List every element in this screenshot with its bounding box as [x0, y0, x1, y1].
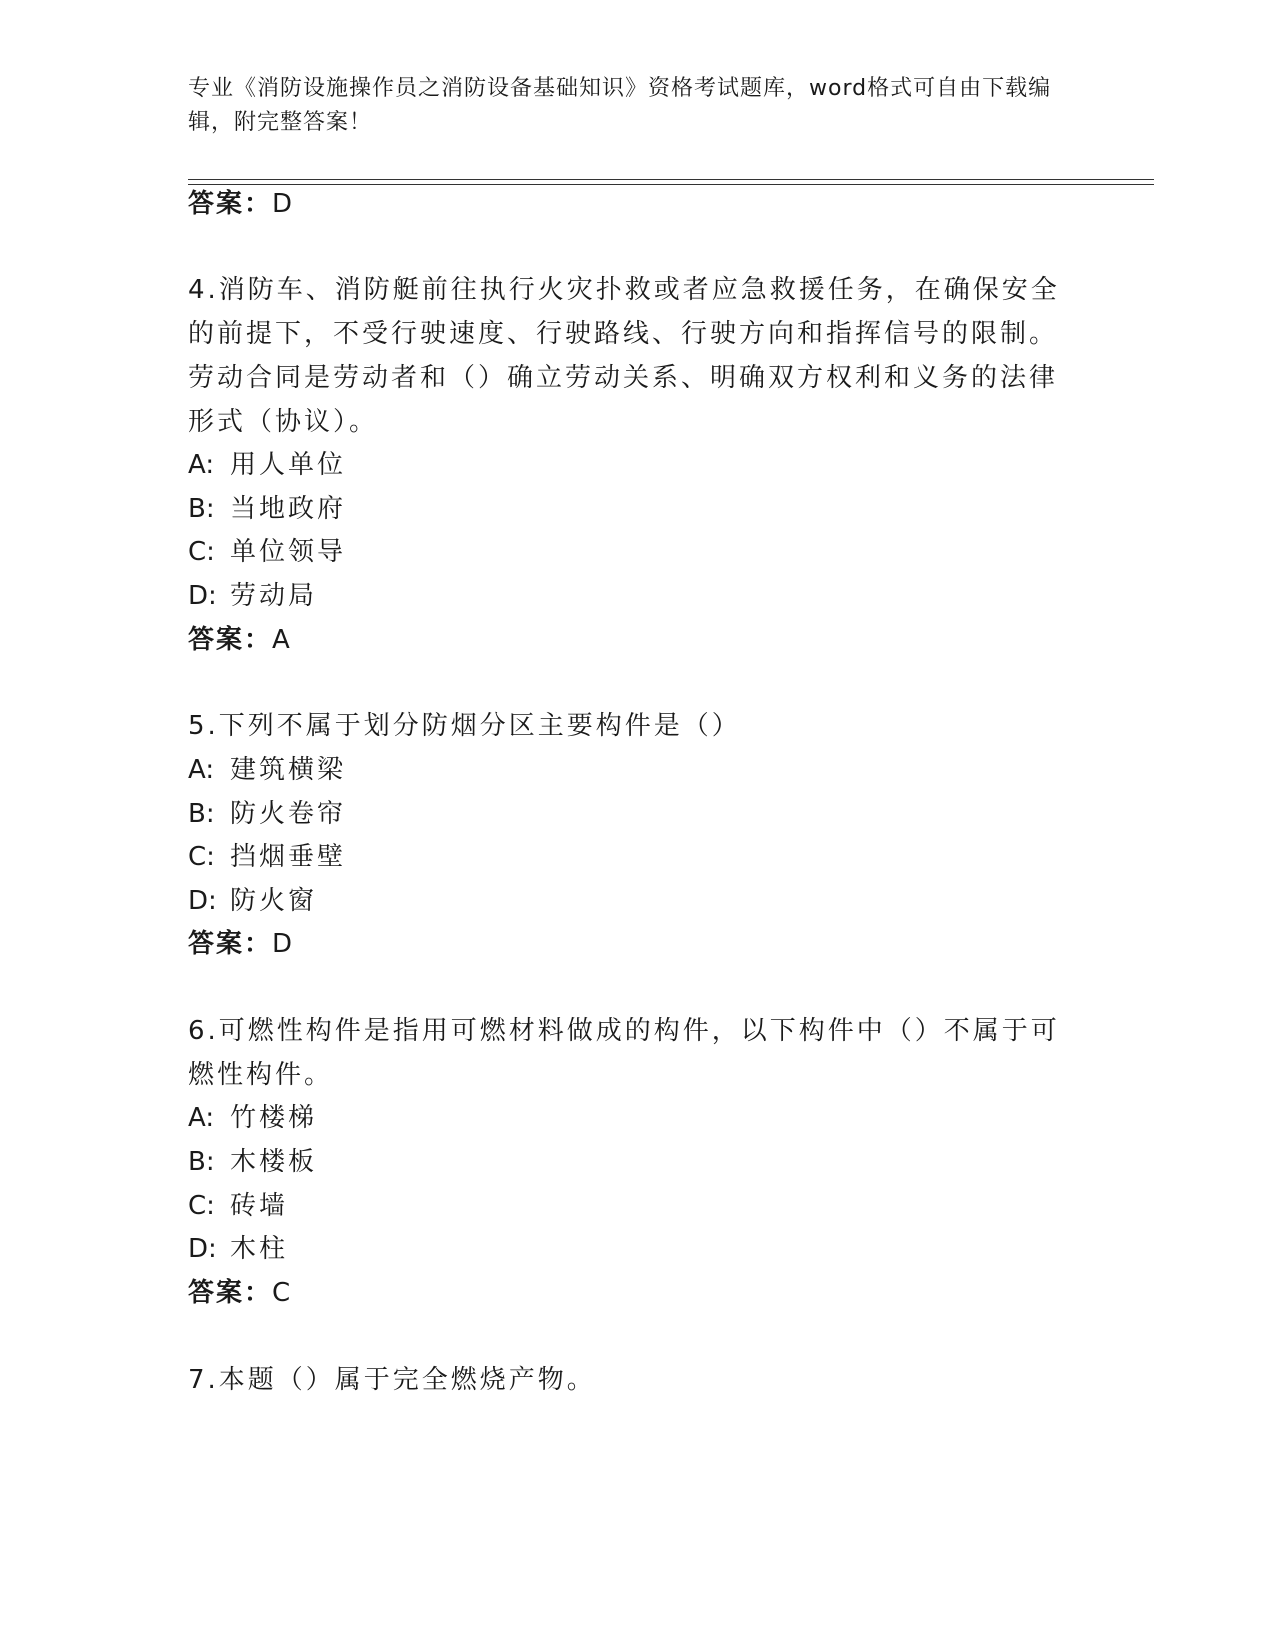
question-6-option-c [188, 1186, 288, 1226]
question-5-option-d [188, 881, 317, 921]
question-5-option-c [188, 837, 346, 877]
question-6-option-d [188, 1229, 288, 1269]
answer-value: D [272, 189, 295, 219]
option-letter: C: [188, 537, 215, 567]
option-text: 防火窗 [230, 886, 318, 916]
answer-value: D [272, 929, 295, 959]
answer-label: 答案： [188, 189, 273, 219]
answer-line-q6 [188, 1273, 292, 1313]
question-4-option-d [188, 576, 317, 616]
option-letter: A: [188, 450, 215, 480]
question-4-line-2: 的前提下，不受行驶速度、行驶路线、行驶方向和指挥信号的限制。 [188, 319, 1059, 349]
answer-label: 答案： [188, 929, 273, 959]
answer-line-q4 [188, 620, 292, 660]
question-4-option-b [188, 489, 346, 529]
question-4-option-c [188, 532, 346, 572]
option-text: 防火卷帘 [230, 799, 347, 829]
option-letter: D: [188, 1234, 217, 1264]
option-text: 挡烟垂壁 [230, 842, 347, 872]
option-text: 竹楼梯 [230, 1103, 318, 1133]
option-text: 砖墙 [230, 1191, 289, 1221]
option-text: 木楼板 [230, 1147, 318, 1177]
question-5-line-1: 5.下列不属于划分防烟分区主要构件是（） [188, 711, 741, 741]
option-letter: B: [188, 494, 215, 524]
option-letter: C: [188, 1191, 215, 1221]
option-letter: B: [188, 799, 215, 829]
option-letter: A: [188, 755, 215, 785]
question-4-line-1: 4.消防车、消防艇前往执行火灾扑救或者应急救援任务，在确保安全 [188, 275, 1060, 305]
option-letter: A: [188, 1103, 215, 1133]
option-letter: B: [188, 1147, 215, 1177]
question-6-option-a [188, 1098, 317, 1138]
option-text: 当地政府 [230, 494, 347, 524]
option-text: 劳动局 [230, 581, 318, 611]
answer-value: A [272, 625, 292, 655]
answer-label: 答案： [188, 1278, 273, 1308]
answer-value: C [272, 1278, 293, 1308]
question-6-option-b [188, 1142, 317, 1182]
question-4-line-3: 劳动合同是劳动者和（）确立劳动关系、明确双方权利和义务的法律 [188, 363, 1059, 393]
option-text: 木柱 [230, 1234, 289, 1264]
option-letter: D: [188, 886, 217, 916]
question-4-option-a [188, 445, 346, 485]
answer-label: 答案： [188, 625, 273, 655]
option-text: 单位领导 [230, 537, 347, 567]
header-divider-bottom [188, 184, 1154, 185]
document-header: 专业《消防设施操作员之消防设备基础知识》资格考试题库，word格式可自由下载编辑，附完整答案！ [188, 76, 1052, 135]
option-text: 建筑横梁 [230, 755, 347, 785]
header-divider-top [188, 179, 1154, 180]
answer-line-q5 [188, 924, 294, 964]
option-letter: C: [188, 842, 215, 872]
option-text: 用人单位 [230, 450, 347, 480]
option-letter: D: [188, 581, 217, 611]
question-7-line-1: 7.本题（）属于完全燃烧产物。 [188, 1365, 596, 1395]
question-4-line-4: 形式（协议）。 [188, 407, 379, 437]
question-5-option-a [188, 750, 346, 790]
question-6-line-2: 燃性构件。 [188, 1060, 334, 1090]
question-5-option-b [188, 794, 346, 834]
question-6-line-1: 6.可燃性构件是指用可燃材料做成的构件，以下构件中（）不属于可 [188, 1016, 1060, 1046]
answer-line-prev [188, 184, 294, 224]
